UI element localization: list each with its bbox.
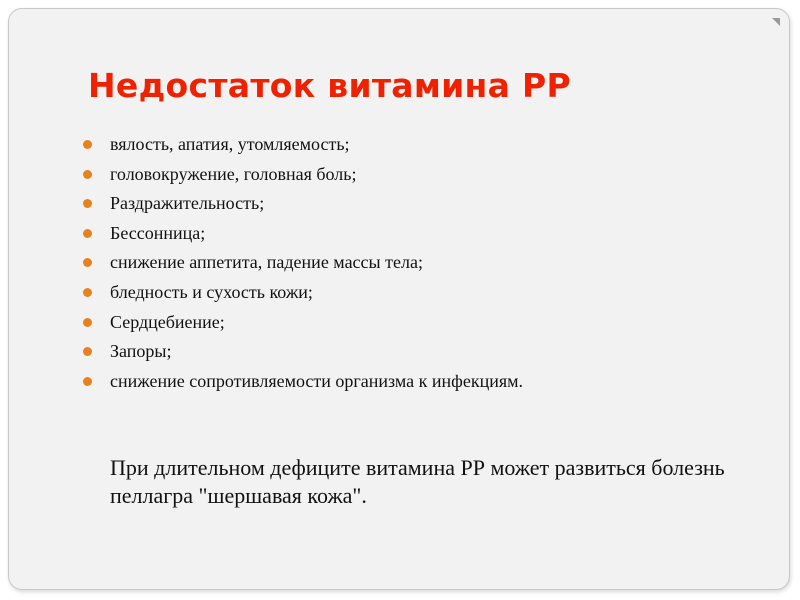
bullet-text: Бессонница; [110,222,206,243]
bullet-text: Раздражительность; [110,193,265,214]
list-item [82,219,523,249]
bullet-text: Сердцебиение; [110,311,225,332]
conclusion-note: При длительном дефиците витамина РР может развиться болезнь пеллагра "шершавая кожа". [110,455,725,508]
bullet-dot-icon [83,318,92,327]
bullet-dot-icon [83,199,92,208]
bullet-dot-icon [83,377,92,386]
bullet-dot-icon [83,288,92,297]
list-item [82,248,523,278]
bullet-dot-icon [83,347,92,356]
bullet-text: головокружение, головная боль; [110,163,357,184]
bullet-list [82,130,523,396]
list-item [82,308,523,338]
list-item [82,278,523,308]
bullet-text: бледность и сухость кожи; [110,281,313,302]
bullet-text: вялость, апатия, утомляемость; [110,134,350,154]
bullet-dot-icon [83,229,92,238]
bullet-dot-icon [83,170,92,179]
bullet-text: снижение сопротивляемости организма к инфекциям. [110,370,524,391]
list-item [82,160,523,190]
bullet-dot-icon [83,140,92,149]
corner-arrow-icon [772,18,780,26]
list-item [82,189,523,219]
bullet-dot-icon [83,258,92,267]
list-item [82,367,523,397]
list-item [82,337,523,367]
bullet-text: Запоры; [110,341,172,362]
list-item [82,130,523,160]
bullet-text: снижение аппетита, падение массы тела; [110,252,423,273]
slide-title: Недостаток витамина РР [88,66,571,105]
